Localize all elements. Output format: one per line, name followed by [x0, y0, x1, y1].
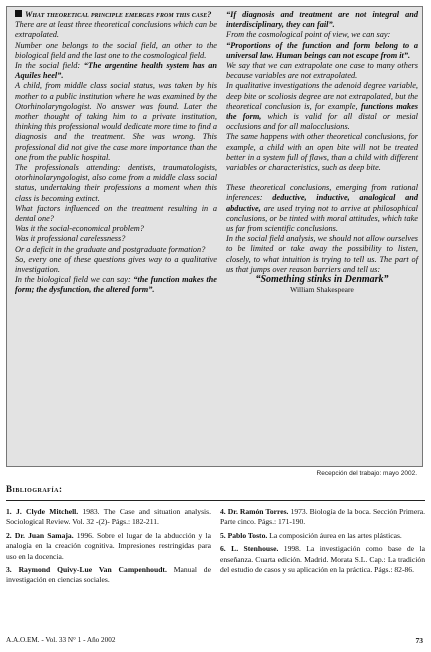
left-column [15, 10, 217, 296]
bib-entry: 4. Dr. Ramón Torres. 1973. Biología de la boca. Sección Primera. Parte cinco. Págs.: 171-190. [220, 507, 425, 527]
right-column [226, 10, 418, 295]
paragraph: In the biological field we can say: “the function makes the form; the dysfunction, the altered form”. [15, 275, 217, 295]
quote-author: William Shakespeare [290, 285, 354, 295]
highlight-box [6, 6, 423, 467]
bib-entry: 6. L. Stenhouse. 1998. La investigación como base de la enseñanza. Cuarta edición. Madrid. Morata S.L. Cap.: La tradición del estudio de casos y su aplicación en la práctica. Págs.: 82-86. [220, 544, 425, 575]
square-bullet-icon [15, 10, 22, 17]
paragraph: The same happens with other theoretical conclusions, for example, a child with an open bite will not be treated better in a system full of flaws, than a child with different variables or characteristics, such as deep bite. [226, 132, 418, 173]
bibliography-left [6, 507, 211, 589]
bib-entry: 3. Raymond Quivy-Lue Van Campenhoudt. Manual de investigación en ciencias sociales. [6, 565, 211, 585]
paragraph: Or a deficit in the graduate and postgraduate formation? [15, 244, 206, 254]
paragraph: In the social field analysis, we should not allow ourselves to be limited or take away the possibility to listen, closely, to what intuition is trying to tell us. The part of us that jumps over reason barriers and tell us: [226, 234, 418, 274]
reception-date: Recepción del trabajo: mayo 2002. [316, 470, 417, 477]
paragraph: In qualitative investigations the adenoid degree variable, deep bite or scoliosis degree are not extrapolated, but the theoretical conclusion is, for example, functions makes the form, which is valid for all distal or mesial occlusions and for all malocclusions. [226, 81, 418, 132]
quote: “Something stinks in Denmark” [255, 274, 389, 286]
paragraph: There are at least three theoretical conclusions which can be extrapolated. [15, 20, 217, 40]
paragraph: So, every one of these questions gives way to a qualitative investigation. [15, 254, 217, 275]
divider [6, 500, 425, 501]
paragraph: “Proportions of the function and form belong to a universal law. Human beings can not escape from it”. [226, 40, 418, 60]
paragraph: What factors influenced on the treatment resulting in a dental one? [15, 203, 217, 224]
paragraph: We say that we can extrapolate one case to many others because variables are not extrapolated. [226, 61, 418, 81]
paragraph: Was it the social-economical problem? [15, 224, 144, 234]
paragraph: A child, from middle class social status, was taken by his mother to a public institution where he was examined by the Otorhinolaryngologist. No answer was found. Later the mother thought of taking him to a private institution, thinking this professional would dedicate more time to find a diagnosis and the treatment. She was wrong. This professional did not give the case more importance than the one from the public hospital. [15, 81, 217, 162]
paragraph: “If diagnosis and treatment are not integral and interdisciplinary, they can fail”. [226, 10, 418, 30]
paragraph: The professionals attending: dentists, traumatologists, otorhinolaryngologist, also come from a middle class social status, undertaking their professions a moment when this class is becoming extinct. [15, 163, 217, 203]
section-heading: What theoretical principle emerges from this case? [15, 10, 217, 20]
paragraph: These theoretical conclusions, emerging from rational inferences: deductive, inductive, analogical and abductive, are used trying not to arrive at philosophical conclusions, or be tinted with moral attitudes, which take us far from scientific conclusions. [226, 183, 418, 234]
bib-entry: 5. Pablo Tosto. La composición áurea en las artes plásticas. [220, 530, 402, 540]
paragraph: From the cosmological point of view, we can say: [226, 30, 391, 40]
bib-entry: 2. Dr. Juan Samaja. 1996. Sobre el lugar de la abducción y la analogía en la creación cognitiva. Impresiones restringidas para uso en la docencia. [6, 530, 211, 561]
paragraph: Number one belongs to the social field, an other to the biological field and the last one to the cosmological field. [15, 40, 217, 60]
bibliography-right [220, 507, 425, 578]
paragraph: In the social field: “The argentine health system has an Aquiles heel”. [15, 61, 217, 81]
paragraph: Was it professional carelessness? [15, 234, 126, 244]
page-number: 73 [415, 636, 423, 645]
bibliography-title: Bibliografía: [6, 484, 63, 494]
journal-footer: A.A.O.EM. - Vol. 33 N° 1 - Año 2002 [6, 636, 116, 644]
bib-entry: 1. J. Clyde Mitchell. 1983. The Case and situation analysis. Sociological Review. Vol. 32 -(2)- Págs.: 182-211. [6, 507, 211, 527]
